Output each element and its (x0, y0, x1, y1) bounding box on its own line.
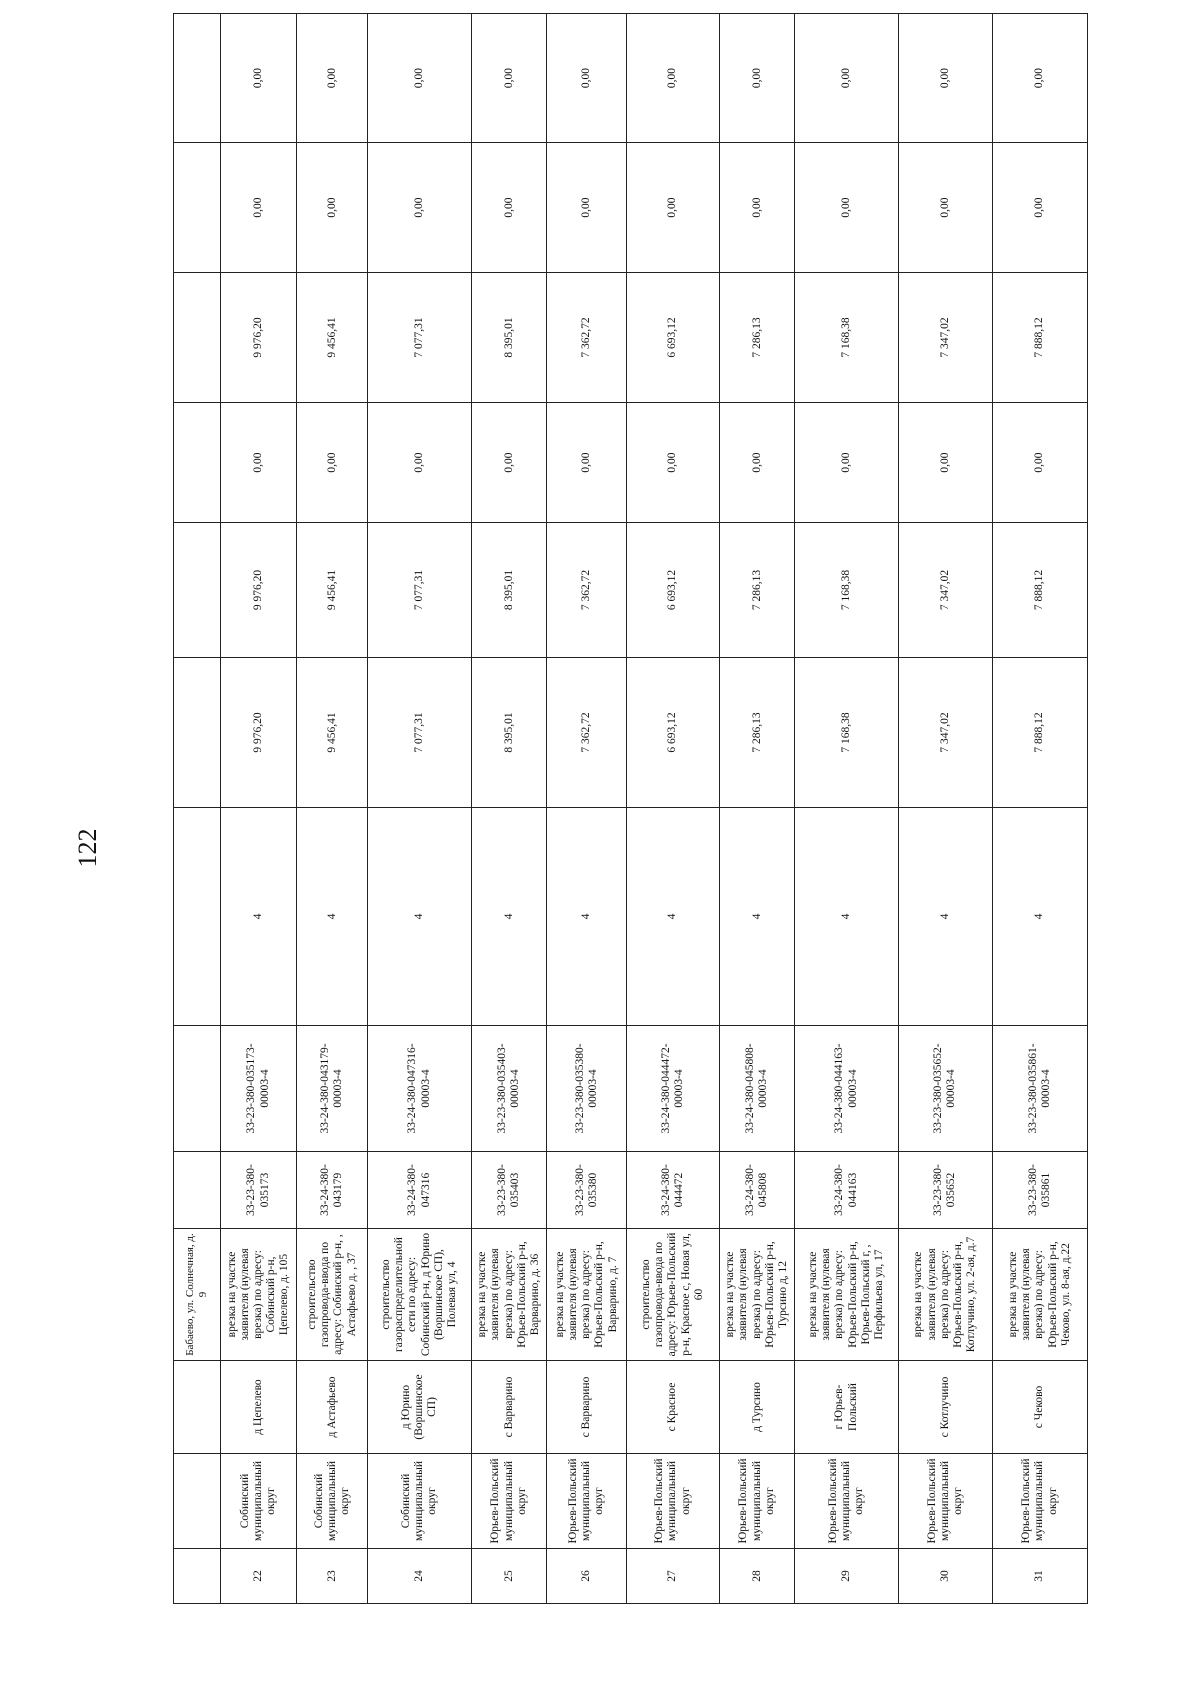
cell-col-d: 0,00 (795, 143, 899, 273)
cell-description: врезка на участке заявителя (нулевая врезка) по адресу: Юрьев-Польский р-н, Чеково, ул. 8-ая, д.22 (992, 1229, 1087, 1361)
table-row (992, 14, 1087, 1604)
cell-col-e: 0,00 (297, 14, 368, 143)
cell-locality: с Котлучино (899, 1361, 993, 1454)
cell-application: 33-24-380-045808-00003-4 (719, 1026, 794, 1152)
cell-district: Юрьев-Польский муниципальный округ (719, 1454, 794, 1549)
cell-contract: 33-24-380-045808 (719, 1152, 794, 1229)
cell-contract: 33-24-380-044163 (795, 1152, 899, 1229)
cell-description: врезка на участке заявителя (нулевая врезка) по адресу: Юрьев-Польский р-н, Юрьев-Польский г, , Перфильева ул, 17 (795, 1229, 899, 1361)
cell-category: 4 (472, 808, 547, 1026)
cell-locality: с Красное (627, 1361, 720, 1454)
rotated-table-wrapper (173, 64, 1088, 1604)
cell-total: 6 693,12 (627, 658, 720, 808)
cell-total: 7 888,12 (992, 658, 1087, 808)
cell-district (174, 1454, 221, 1549)
cell-num: 24 (368, 1549, 472, 1604)
cell-category: 4 (992, 808, 1087, 1026)
cell-col-c: 7 347,02 (899, 273, 993, 403)
cell-num: 22 (220, 1549, 296, 1604)
cell-description: врезка на участке заявителя (нулевая врезка) по адресу: Собинский р-н, Цепелево, д. 105 (220, 1229, 296, 1361)
table-row (297, 14, 368, 1604)
cell-district: Юрьев-Польский муниципальный округ (547, 1454, 627, 1549)
cell-description: врезка на участке заявителя (нулевая врезка) по адресу: Юрьев-Польский р-н, Варварино, д. 7 (547, 1229, 627, 1361)
cell-col-b: 0,00 (627, 403, 720, 523)
cell-total: 8 395,01 (472, 658, 547, 808)
cell-locality: г Юрьев-Польский (795, 1361, 899, 1454)
cell-total: 9 456,41 (297, 658, 368, 808)
table-row (719, 14, 794, 1604)
cell-description: врезка на участке заявителя (нулевая врезка) по адресу: Юрьев-Польский р-н, Варварино, д. 36 (472, 1229, 547, 1361)
cell-total: 7 362,72 (547, 658, 627, 808)
cell-description: врезка на участке заявителя (нулевая врезка) по адресу: Юрьев-Польский р-н, Турсино д, 12 (719, 1229, 794, 1361)
cell-col-d: 0,00 (472, 143, 547, 273)
cell-district: Юрьев-Польский муниципальный округ (992, 1454, 1087, 1549)
cell-application: 33-24-380-043179-00003-4 (297, 1026, 368, 1152)
cell-col-c: 9 976,20 (220, 273, 296, 403)
cell-contract: 33-24-380-044472 (627, 1152, 720, 1229)
cell-col-e: 0,00 (472, 14, 547, 143)
cell-application: 33-23-380-035380-00003-4 (547, 1026, 627, 1152)
cell-col-a (174, 523, 221, 658)
cell-contract: 33-24-380-047316 (368, 1152, 472, 1229)
table-row (899, 14, 993, 1604)
cell-col-a: 7 888,12 (992, 523, 1087, 658)
cell-district: Собинский муниципальный округ (297, 1454, 368, 1549)
cell-category: 4 (795, 808, 899, 1026)
cell-col-a: 7 168,38 (795, 523, 899, 658)
cell-num (174, 1549, 221, 1604)
cell-col-d: 0,00 (719, 143, 794, 273)
table-row (220, 14, 296, 1604)
cell-description: строительство газопровода-ввода по адресу: Собинский р-н, , Астафьево д. , 37 (297, 1229, 368, 1361)
cell-col-e (174, 14, 221, 143)
cell-total: 7 347,02 (899, 658, 993, 808)
cell-category: 4 (547, 808, 627, 1026)
cell-locality: д Цепелево (220, 1361, 296, 1454)
cell-description: строительство газораспределительной сети по адресу: Собинский р-н, д Юрино (Воршинское СП), Полевая ул, 4 (368, 1229, 472, 1361)
cell-district: Юрьев-Польский муниципальный округ (899, 1454, 993, 1549)
cell-col-b: 0,00 (719, 403, 794, 523)
cell-application: 33-24-380-047316-00003-4 (368, 1026, 472, 1152)
cell-num: 29 (795, 1549, 899, 1604)
cell-locality: д Астафьево (297, 1361, 368, 1454)
cell-application (174, 1026, 221, 1152)
cell-col-d: 0,00 (627, 143, 720, 273)
cell-col-a: 8 395,01 (472, 523, 547, 658)
continuation-row (174, 14, 221, 1604)
cell-total: 7 168,38 (795, 658, 899, 808)
cell-num: 30 (899, 1549, 993, 1604)
cell-col-a: 7 362,72 (547, 523, 627, 658)
cell-contract: 33-23-380-035403 (472, 1152, 547, 1229)
cell-category (174, 808, 221, 1026)
cell-num: 26 (547, 1549, 627, 1604)
table-body (174, 14, 1088, 1604)
cell-total: 7 286,13 (719, 658, 794, 808)
cell-locality: д Юрино (Воршинское СП) (368, 1361, 472, 1454)
cell-total: 9 976,20 (220, 658, 296, 808)
cell-col-d: 0,00 (368, 143, 472, 273)
cell-locality: с Варварино (547, 1361, 627, 1454)
cell-col-e: 0,00 (627, 14, 720, 143)
cell-locality: с Чеково (992, 1361, 1087, 1454)
cell-col-d: 0,00 (992, 143, 1087, 273)
cell-col-b: 0,00 (547, 403, 627, 523)
cell-col-b: 0,00 (899, 403, 993, 523)
cell-application: 33-23-380-035652-00003-4 (899, 1026, 993, 1152)
cell-district: Юрьев-Польский муниципальный округ (795, 1454, 899, 1549)
cell-contract (174, 1152, 221, 1229)
cell-contract: 33-23-380-035652 (899, 1152, 993, 1229)
cell-category: 4 (297, 808, 368, 1026)
cell-num: 27 (627, 1549, 720, 1604)
cell-col-b: 0,00 (368, 403, 472, 523)
cell-contract: 33-23-380-035173 (220, 1152, 296, 1229)
cell-col-b: 0,00 (472, 403, 547, 523)
cell-district: Собинский муниципальный округ (368, 1454, 472, 1549)
cell-col-c: 7 362,72 (547, 273, 627, 403)
cell-category: 4 (368, 808, 472, 1026)
table-row (795, 14, 899, 1604)
cell-col-c: 7 888,12 (992, 273, 1087, 403)
cell-col-e: 0,00 (992, 14, 1087, 143)
cell-locality (174, 1361, 221, 1454)
cell-col-b: 0,00 (297, 403, 368, 523)
cell-col-c: 7 077,31 (368, 273, 472, 403)
cell-col-c: 8 395,01 (472, 273, 547, 403)
cell-district: Собинский муниципальный округ (220, 1454, 296, 1549)
table-row (368, 14, 472, 1604)
cell-col-a: 7 286,13 (719, 523, 794, 658)
cell-col-b (174, 403, 221, 523)
cell-description: врезка на участке заявителя (нулевая врезка) по адресу: Юрьев-Польский р-н, Котлучино, ул. 2-ая, д.7 (899, 1229, 993, 1361)
cell-category: 4 (719, 808, 794, 1026)
cell-col-a: 9 456,41 (297, 523, 368, 658)
cell-application: 33-24-380-044472-00003-4 (627, 1026, 720, 1152)
cell-district: Юрьев-Польский муниципальный округ (472, 1454, 547, 1549)
cell-col-d: 0,00 (547, 143, 627, 273)
cell-col-d: 0,00 (297, 143, 368, 273)
cell-locality: с Варварино (472, 1361, 547, 1454)
cell-contract: 33-23-380-035861 (992, 1152, 1087, 1229)
cell-category: 4 (899, 808, 993, 1026)
cell-application: 33-23-380-035403-00003-4 (472, 1026, 547, 1152)
cell-contract: 33-23-380-035380 (547, 1152, 627, 1229)
cell-col-e: 0,00 (368, 14, 472, 143)
cell-application: 33-24-380-044163-00003-4 (795, 1026, 899, 1152)
page-number-text: 122 (73, 828, 102, 868)
cell-category: 4 (627, 808, 720, 1026)
cell-col-b: 0,00 (992, 403, 1087, 523)
cell-category: 4 (220, 808, 296, 1026)
cell-description: строительство газопровода-ввода по адресу: Юрьев-Польский р-н, Красное с, Новая ул, 60 (627, 1229, 720, 1361)
cell-description: Бабаево, ул. Солнечная, д. 9 (174, 1229, 221, 1361)
cell-col-c: 9 456,41 (297, 273, 368, 403)
cell-num: 28 (719, 1549, 794, 1604)
cell-num: 31 (992, 1549, 1087, 1604)
cell-col-a: 7 077,31 (368, 523, 472, 658)
cell-col-d (174, 143, 221, 273)
connections-table (173, 13, 1088, 1604)
cell-locality: д Турсино (719, 1361, 794, 1454)
cell-total: 7 077,31 (368, 658, 472, 808)
cell-col-e: 0,00 (220, 14, 296, 143)
cell-col-a: 6 693,12 (627, 523, 720, 658)
cell-num: 25 (472, 1549, 547, 1604)
cell-col-c: 7 286,13 (719, 273, 794, 403)
table-row (472, 14, 547, 1604)
cell-total (174, 658, 221, 808)
table-row (547, 14, 627, 1604)
cell-col-e: 0,00 (795, 14, 899, 143)
cell-application: 33-23-380-035861-00003-4 (992, 1026, 1087, 1152)
cell-col-b: 0,00 (220, 403, 296, 523)
cell-col-d: 0,00 (899, 143, 993, 273)
cell-col-d: 0,00 (220, 143, 296, 273)
cell-col-c: 7 168,38 (795, 273, 899, 403)
cell-col-c: 6 693,12 (627, 273, 720, 403)
cell-application: 33-23-380-035173-00003-4 (220, 1026, 296, 1152)
table-row (627, 14, 720, 1604)
cell-num: 23 (297, 1549, 368, 1604)
cell-contract: 33-24-380-043179 (297, 1152, 368, 1229)
cell-district: Юрьев-Польский муниципальный округ (627, 1454, 720, 1549)
cell-col-c (174, 273, 221, 403)
cell-col-e: 0,00 (899, 14, 993, 143)
cell-col-a: 9 976,20 (220, 523, 296, 658)
cell-col-e: 0,00 (719, 14, 794, 143)
cell-col-e: 0,00 (547, 14, 627, 143)
cell-col-a: 7 347,02 (899, 523, 993, 658)
cell-col-b: 0,00 (795, 403, 899, 523)
